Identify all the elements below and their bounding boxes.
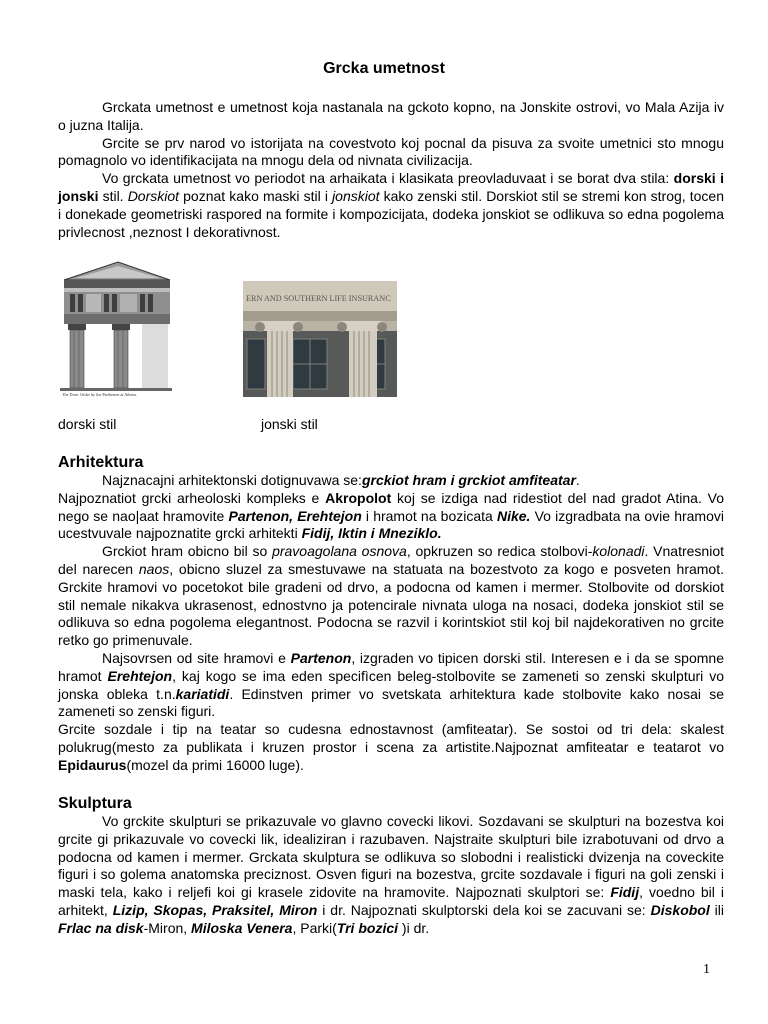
text-run-bold: Akropolot (325, 489, 392, 506)
text-run-bold-italic: Partenon, Erehtejon (228, 507, 362, 524)
text-run: , kaj kogo se ima eden specifìcen beleg-stolbovite se zameneti so zenski skulpturi vo jonska obleka t.n. (58, 667, 724, 702)
text-run-bold-italic: Partenon (290, 649, 352, 666)
text-run-bold-italic: Diskobol (650, 901, 710, 918)
arhitektura-paragraph-5 (58, 721, 724, 774)
intro-paragraph-1: Grckata umetnost e umetnost koja nastanala na gckoto kopno, na Jonskite ostrovi, vo Mala Azija iv o juzna Italija. (58, 99, 724, 133)
page-number: 1 (703, 962, 710, 977)
text-run: , obicno sluzel za smestuvawe na statuata na bozestvoto za kogo e posveten hramot. Grckite hramovi vo pocetokot bile gradeni od drvo, a podocna od kamen i mermer. Stolbovite od dorskiot stil nemale nikakva ukrasenost, ednostvno ja potencirale nivnata uloga na nosaci, dodeka jonskiot stil se odlikuva so edna pogolema elegantnost. Podocna se razvil i korintskiot stil koj bil najdekorativen no grcite retko go primenuvale. (58, 560, 724, 649)
intro-paragraph-3 (58, 170, 724, 241)
ionic-columns-image (243, 281, 397, 397)
text-run: (mozel da primi 16000 luge). (126, 756, 304, 773)
text-run: -Miron, (143, 919, 192, 936)
doric-caption: dorski stil (58, 416, 117, 432)
text-run-bold-italic: Lizip, Skopas, Praksitel, Miron (112, 901, 318, 918)
text-run-bold-italic: Erehtejon (107, 667, 173, 684)
text-run: Najsovrsen od site hramovi e (102, 649, 291, 666)
text-run-italic: Dorskiot (127, 187, 180, 204)
text-run: , izgraden vo tipicen dorski stil. Interesen e i da se spomne hramot (58, 649, 724, 684)
text-run: )i dr. (398, 919, 430, 936)
text-run: , Parki( (292, 919, 337, 936)
text-run-bold: Epidaurus (58, 756, 127, 773)
text-run: , voedno bil i arhitekt, (58, 884, 725, 918)
text-run: kako zenski stil. Dorskiot stil se stremi kon strog, tocen i donekade geometriski raspored na formite i kompozicijata, dodeka jonskiot se odlikuva so edna pogolema privlecnost ,neznost I dekorativnost. (58, 187, 725, 240)
arhitektura-paragraph-4 (58, 650, 724, 721)
text-run: . Edinstven primer vo svetskata arhitektura kade stolbovite kako nosai se zameneti so zenski figuri. (58, 685, 724, 720)
section-heading-arhitektura: Arhitektura (58, 454, 144, 471)
intro-section (58, 99, 724, 241)
text-run: i hramot na bozicata (361, 507, 497, 524)
text-run-italic: jonskiot (332, 187, 380, 204)
text-run: i dr. Najpoznati skulptorski dela koi se zacuvani se: (317, 901, 651, 918)
text-run-bold-italic: Nike. (496, 507, 531, 524)
text-run: Najpoznatiot grcki arheoloski kompleks e (58, 489, 326, 506)
text-run-bold-italic: Tri bozici (336, 919, 399, 936)
text-run: ili (709, 901, 725, 918)
text-run: Vo grckata umetnost vo periodot na arhaikata i klasikata preovladuvaat i se borat dva stila: (102, 170, 674, 187)
text-run: , opkruzen so redica stolbovi- (406, 543, 593, 560)
text-run-italic: naos (138, 560, 170, 577)
skulptura-section (58, 813, 724, 938)
text-run: Vo grckite skulpturi se prikazuvale vo glavno covecki likovi. Sozdavani se skulpturi na bozestva koi grcite gi prikazuvale vo covecki lik, idealiziran i razubaven. Najstraite skulpturi bile izrabotuvani od drvo a podocna od kamen i mermer. Grckata skulptura se odlikuva so slobodni i realisticki dvizenja na coveckite figuri i so golema anatomska preciznost. Osven figuri na bozestva, grcite sozdavale i figuri na goli zenski i maski tela, kako i reljefi koi gi krasele zidovite na hramovite. Najpoznati skulptori se: (58, 813, 724, 901)
arhitektura-section (58, 472, 724, 775)
doric-order-image (58, 258, 174, 398)
text-run: . (575, 472, 580, 488)
intro-paragraph-2: Grcite se prv narod vo istorijata na covestvoto koj pocnal da pisuva za svoite umetnici sto mnogu pomagnolo vo identifikacijata na mnogu dela od nivnata civilizacija. (58, 134, 724, 169)
text-run-bold-italic: Fidij (610, 884, 640, 901)
arhitektura-paragraph-1 (58, 472, 724, 490)
arhitektura-paragraph-2 (58, 490, 724, 543)
text-run: koj se izdiga nad ridestiot del nad gradot Atina. Vo nego se nao|aat hramovite (58, 489, 724, 524)
engraving-caption: The Doric Order by the Parthenon at Athens. (62, 392, 138, 397)
text-run: stil. (98, 187, 128, 204)
text-run-italic: pravoagolana osnova (272, 543, 407, 560)
text-run: Grckiot hram obicno bil so (102, 543, 273, 560)
skulptura-paragraph-1 (58, 813, 724, 938)
text-run: Najznacajni arhitektonski dotignuvawa se: (102, 472, 362, 488)
text-run-bold-italic: grckiot hram i grckiot amfiteatar (361, 472, 576, 488)
text-run: Grcite sozdale i tip na teatar so cudesna ednostavnost (amfiteatar). Se sostoi od tri dela: skalest polukrug(mesto za publikata i kruzen prostor i scena za artistite.Najpoznat amfiteatar e teatarot vo (58, 721, 724, 755)
text-run-bold-italic: Fidij, Iktin i Mneziklo. (301, 525, 442, 542)
page-title: Grcka umetnost (323, 60, 445, 77)
ionic-caption: jonski stil (261, 416, 318, 432)
text-run: poznat kako maski stil i (179, 187, 333, 204)
text-run-italic: kolonadi (592, 543, 645, 560)
text-run-bold-italic: Frlac na disk (58, 919, 144, 936)
arhitektura-paragraph-3 (58, 543, 724, 650)
text-run-bold-italic: kariatidi (175, 685, 230, 702)
building-inscription: ERN AND SOUTHERN LIFE INSURANC (246, 294, 391, 303)
text-run-bold-italic: Miloska Venera (191, 919, 293, 936)
section-heading-skulptura: Skulptura (58, 795, 132, 812)
text-run: . Vnatresniot del narecen (58, 543, 724, 577)
text-run: Vo izgradbata na ovie hramovi ucestvuvale najpoznatite grcki arhitekti (58, 507, 724, 542)
text-run-bold: dorski i jonski (58, 170, 724, 204)
